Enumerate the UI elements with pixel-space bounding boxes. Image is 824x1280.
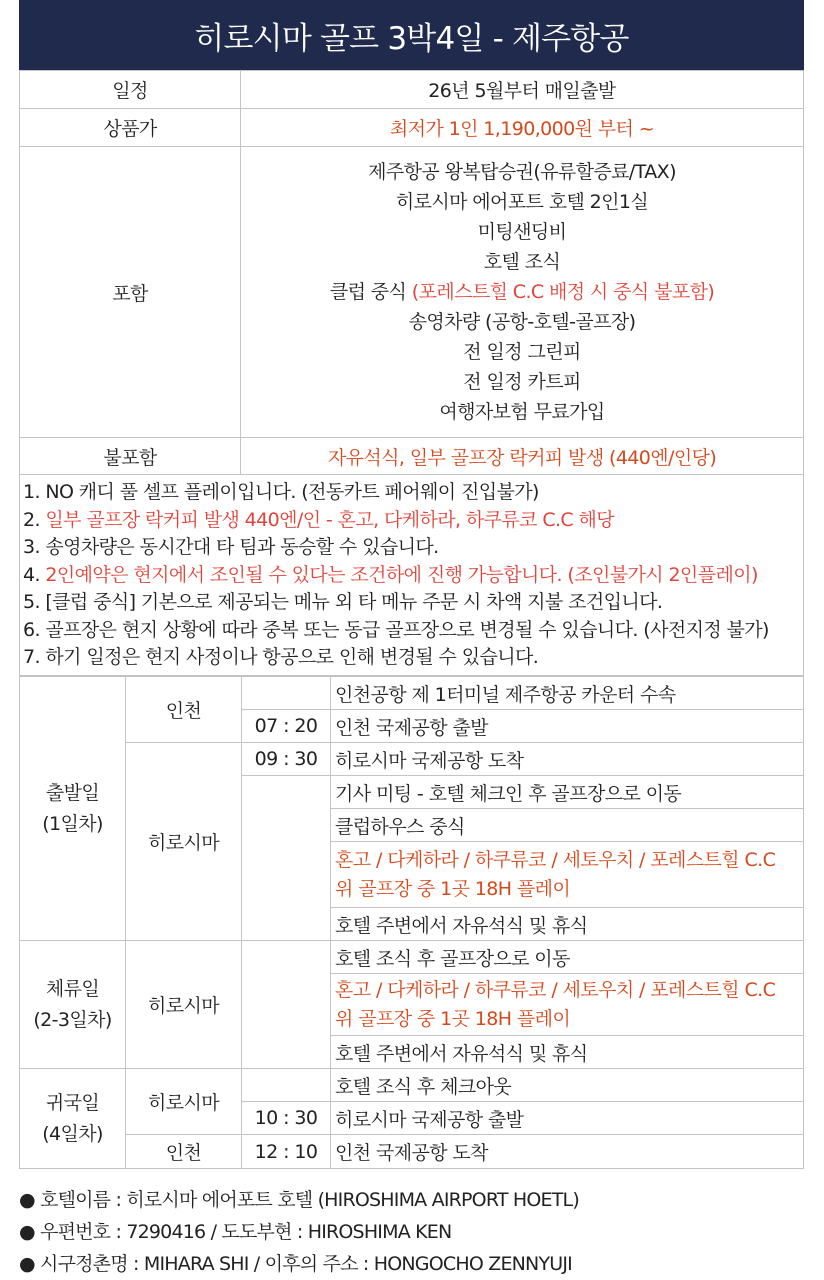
include-item: 호텔 조식	[483, 251, 561, 273]
city-cell: 히로시마	[126, 1069, 242, 1135]
desc-cell: 인천 국제공항 출발	[331, 710, 804, 743]
day-number: (1일차)	[42, 812, 103, 835]
note-item: 5. [클럽 중식] 기본으로 제공되는 메뉴 외 타 메뉴 주문 시 차액 지불 조건입니다.	[23, 591, 663, 613]
desc-cell: 클럽하우스 중식	[331, 809, 804, 842]
note-item	[23, 562, 803, 590]
note-highlight: 2인예약은 현지에서 조인될 수 있다는 조건하에 진행 가능합니다. (조인불가시 2인플레이)	[45, 563, 758, 586]
desc-cell: 호텔 주변에서 자유석식 및 휴식	[331, 1036, 804, 1069]
day-name: 귀국일	[45, 1091, 100, 1114]
day-number: (2-3일차)	[33, 1008, 112, 1031]
time-cell	[242, 1069, 331, 1102]
desc-cell: 호텔 주변에서 자유석식 및 휴식	[331, 908, 804, 941]
note-item	[23, 507, 803, 535]
city-cell: 히로시마	[126, 743, 242, 941]
day-label	[20, 941, 126, 1069]
city-cell: 히로시마	[126, 941, 242, 1069]
time-cell: 10 : 30	[242, 1102, 331, 1135]
day-name: 체류일	[45, 977, 100, 1000]
note-item: 6. 골프장은 현지 상황에 따라 중복 또는 동급 골프장으로 변경될 수 있습니다. (사전지정 불가)	[23, 618, 769, 641]
time-cell	[242, 677, 331, 710]
desc-cell: 히로시마 국제공항 출발	[331, 1102, 804, 1135]
summary-table	[19, 70, 804, 475]
time-cell: 07 : 20	[242, 710, 331, 743]
include-item-lunch	[241, 277, 803, 307]
note-item: 1. NO 캐디 풀 셀프 플레이입니다. (전동카트 페어웨이 진입불가)	[23, 481, 539, 503]
hotel-info	[19, 1184, 579, 1280]
day-number: (4일차)	[42, 1122, 103, 1145]
note-item: 3. 송영차량은 동시간대 타 팀과 동승할 수 있습니다.	[23, 536, 439, 558]
desc-cell: 인천공항 제 1터미널 제주항공 카운터 수속	[331, 677, 804, 710]
time-cell	[242, 941, 331, 1069]
golf-play-note: 위 골프장 중 1곳 18H 플레이	[335, 1007, 571, 1030]
schedule-label: 일정	[20, 71, 241, 109]
desc-cell: 히로시마 국제공항 도착	[331, 743, 804, 776]
exclude-label: 불포함	[20, 438, 241, 475]
include-list	[241, 147, 804, 438]
page-title: 히로시마 골프 3박4일 - 제주항공	[19, 0, 804, 70]
day-name: 출발일	[45, 781, 100, 804]
include-item: 미팅샌딩비	[477, 221, 567, 243]
note-highlight: 일부 골프장 락커피 발생 440엔/인 - 혼고, 다케하라, 하쿠류코 C.C 해당	[45, 508, 615, 531]
price-value: 최저가 1인 1,190,000원 부터 ~	[241, 109, 804, 147]
golf-course-cell	[331, 842, 804, 908]
include-item: 전 일정 그린피	[463, 341, 581, 363]
schedule-value: 26년 5월부터 매일출발	[241, 71, 804, 109]
price-label: 상품가	[20, 109, 241, 147]
include-item: 제주항공 왕복탑승권(유류할증료/TAX)	[368, 161, 676, 183]
city-cell: 인천	[126, 677, 242, 743]
itinerary-table	[19, 676, 804, 1169]
city-cell: 인천	[126, 1135, 242, 1169]
include-item: 송영차량 (공항-호텔-골프장)	[408, 311, 636, 333]
hotel-name: ● 호텔이름 : 히로시마 에어포트 호텔 (HIROSHIMA AIRPORT HOETL)	[19, 1189, 579, 1211]
notes-box	[19, 474, 804, 676]
include-item: 여행자보험 무료가입	[439, 401, 605, 423]
desc-cell: 호텔 조식 후 골프장으로 이동	[331, 941, 804, 974]
include-note: (포레스트힐 C.C 배정 시 중식 불포함)	[411, 281, 715, 303]
include-item-text: 클럽 중식	[329, 281, 412, 303]
desc-cell: 인천 국제공항 도착	[331, 1135, 804, 1169]
note-prefix: 4.	[23, 563, 46, 586]
exclude-value: 자유석식, 일부 골프장 락커피 발생 (440엔/인당)	[241, 438, 804, 475]
hotel-address: ● 시구정촌명 : MIHARA SHI / 이후의 주소 : HONGOCHO ZENNYUJI	[19, 1253, 572, 1275]
time-cell: 09 : 30	[242, 743, 331, 776]
include-item: 전 일정 카트피	[463, 371, 581, 393]
time-cell	[242, 776, 331, 941]
day-label	[20, 1069, 126, 1169]
include-label: 포함	[20, 147, 241, 438]
golf-courses: 혼고 / 다케하라 / 하쿠류코 / 세토우치 / 포레스트힐 C.C	[335, 848, 776, 871]
time-cell: 12 : 10	[242, 1135, 331, 1169]
note-item: 7. 하기 일정은 현지 사정이나 항공으로 인해 변경될 수 있습니다.	[23, 646, 539, 668]
desc-cell: 호텔 조식 후 체크아웃	[331, 1069, 804, 1102]
note-prefix: 2.	[23, 508, 46, 531]
hotel-postcode: ● 우편번호 : 7290416 / 도도부현 : HIROSHIMA KEN	[19, 1221, 452, 1243]
golf-courses: 혼고 / 다케하라 / 하쿠류코 / 세토우치 / 포레스트힐 C.C	[335, 978, 776, 1001]
desc-cell: 기사 미팅 - 호텔 체크인 후 골프장으로 이동	[331, 776, 804, 809]
golf-play-note: 위 골프장 중 1곳 18H 플레이	[335, 877, 571, 900]
golf-course-cell	[331, 974, 804, 1036]
include-item: 히로시마 에어포트 호텔 2인1실	[395, 191, 649, 213]
day-label	[20, 677, 126, 941]
